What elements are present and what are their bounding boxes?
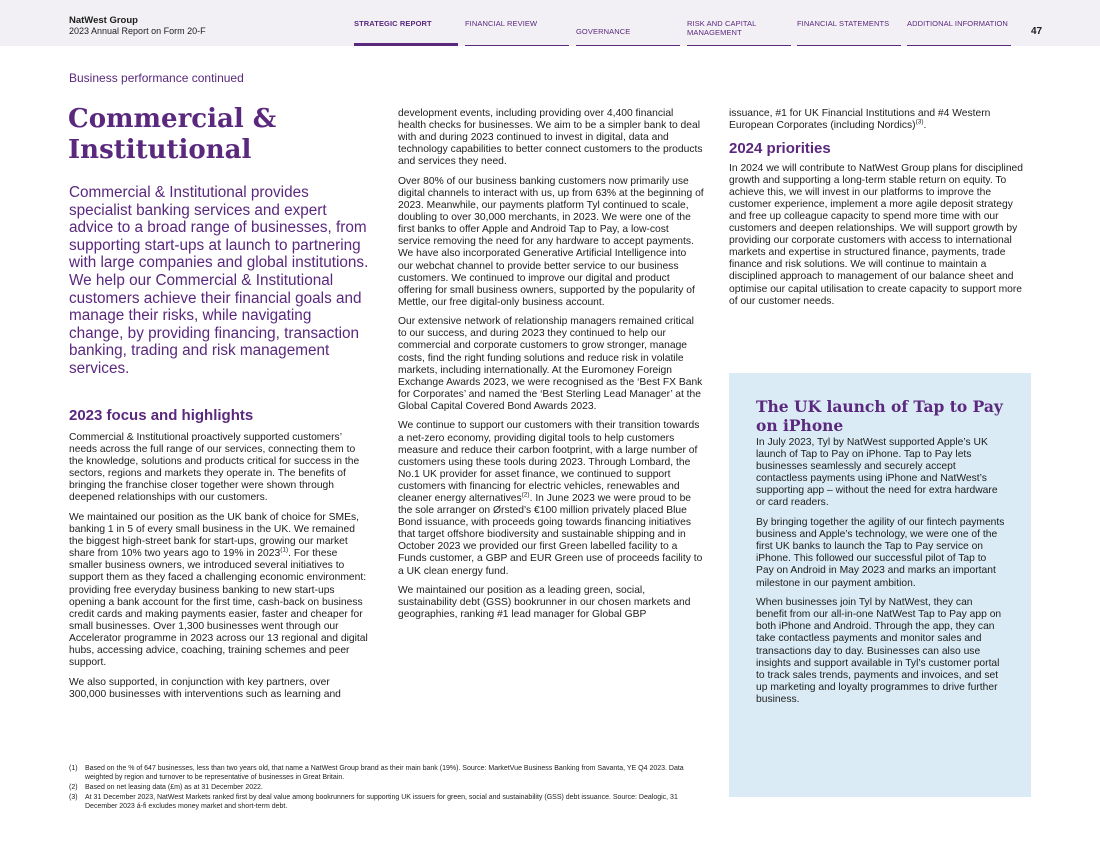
col2-paragraph-4 xyxy=(398,420,704,577)
paragraph-text: We maintained our position as the UK bank of choice for SMEs, banking 1 in 5 of every small business in the UK. We remained the biggest high-street bank for start-ups, growing our market share from 10% two years ago to 19% in 2023 xyxy=(69,511,359,560)
focus-paragraph-3: We also supported, in conjunction with key partners, over 300,000 businesses with interventions such as learning and xyxy=(69,676,341,700)
column-1 xyxy=(69,407,369,708)
paragraph-text: . xyxy=(923,120,927,132)
section-label: Business performance continued xyxy=(69,71,244,85)
footnote-1 xyxy=(69,764,709,782)
footnote-text: Based on net leasing data (£m) as at 31 December 2022. xyxy=(85,784,263,791)
nav-governance[interactable]: GOVERNANCE xyxy=(576,27,631,36)
paragraph-text: We continue to support our customers with their transition towards a net-zero economy, providing digital tools to help customers measure and reduce their carbon footprint, with a large number of customers using these tools during 2023. Through Lombard, the No.1 UK provider for asset finance, we continued to support customers with financing for electric vehicles, renewables and cleaner energy alternatives xyxy=(398,420,700,504)
col2-paragraph-2: Over 80% of our business banking customers now primarily use digital channels to interact with us, up from 63% at the beginning of 2023. Meanwhile, our payments platform Tyl continued to scale, doubling to over 30,000 merchants, in 2023. We were one of the first banks to offer Apple and Android Tap to Pay, a low-cost service removing the need for any hardware to accept payments. We have also incorporated Generative Artificial Intelligence into our webchat channel to provide better service to our business customers. We continued to improve our digital and product offering for small business owners, supported by the popularity of Mettle, our free digital-only business account. xyxy=(398,175,704,308)
footnote-3 xyxy=(69,793,709,811)
nav-divider xyxy=(465,45,569,46)
page-number: 47 xyxy=(1031,26,1043,37)
case-study-content xyxy=(756,397,1006,713)
brand-block xyxy=(69,15,206,37)
column-3 xyxy=(729,108,1029,315)
footnote-number: (3) xyxy=(69,794,78,801)
footnote-text: Based on the % of 647 businesses, less than two years old, that name a NatWest Group brand as their main bank (19%). Source: MarketVue Business Banking from Savanta, YE Q4 2023. Data weighted by region and turnover to be representative of businesses in Great Britain. xyxy=(85,765,684,781)
intro-paragraph: Commercial & Institutional provides specialist banking services and expert advice to a broad range of businesses, from supporting start-ups at launch to partnering with large companies and global institutions. We help our Commercial & Institutional customers achieve their financial goals and manage their risks, while navigating change, by providing financing, transaction banking, trading and risk management services. xyxy=(69,184,369,377)
active-nav-indicator xyxy=(354,43,458,46)
priorities-heading: 2024 priorities xyxy=(729,139,831,157)
nav-risk-capital-management[interactable]: RISK AND CAPITAL MANAGEMENT xyxy=(687,19,757,37)
nav-divider xyxy=(907,45,1011,46)
company-name: NatWest Group xyxy=(69,15,138,26)
case-study-paragraph-1: In July 2023, Tyl by NatWest supported Apple’s UK launch of Tap to Pay on iPhone. Tap to Pay lets businesses seamlessly and securely accept contactless payments using iPhone and NatWest’s supporting app – without the need for extra hardware or card readers. xyxy=(756,437,998,509)
footnote-text: At 31 December 2023, NatWest Markets ranked first by deal value among bookrunners for supporting UK issuers for green, social and sustainability (GSS) debt issuance. Source: Dealogic, 31 December 2023 á-fi excludes money market and short-term debt. xyxy=(85,794,678,810)
nav-divider xyxy=(797,45,901,46)
footnote-number: (1) xyxy=(69,765,78,772)
nav-strategic-report[interactable]: STRATEGIC REPORT xyxy=(354,19,432,28)
focus-heading: 2023 focus and highlights xyxy=(69,407,254,424)
footnotes xyxy=(69,764,709,812)
paragraph-text: issuance, #1 for UK Financial Institutions and #4 Western European Corporates (including Nordics) xyxy=(729,108,991,132)
focus-paragraph-1: Commercial & Institutional proactively supported customers’ needs across the full range of our services, connecting them to the knowledge, solutions and products critical for success in the sectors, regions and markets they operate in. The benefits of bringing the franchise closer together were shown through deepened relationships with our customers. xyxy=(69,432,360,504)
nav-financial-statements[interactable]: FINANCIAL STATEMENTS xyxy=(797,19,890,28)
column-2 xyxy=(398,108,704,629)
col3-paragraph-1 xyxy=(729,108,1029,132)
nav-divider xyxy=(576,45,680,46)
nav-financial-review[interactable]: FINANCIAL REVIEW xyxy=(465,19,538,28)
nav-divider xyxy=(687,45,791,46)
paragraph-text: . For these smaller business owners, we introduced several initiatives to support them as they faced a challenging economic environment: providing free everyday business banking to new start-ups opening a bank account for the first time, cash-back on business credit cards and making payments easier, faster and cheaper for small businesses. Over 1,300 businesses went through our Accelerator programme in 2023 across our 13 regional and digital hubs, accessing advice, coaching, training schemes and peer support. xyxy=(69,548,368,669)
report-title: 2023 Annual Report on Form 20-F xyxy=(69,26,206,36)
case-study-box xyxy=(729,373,1031,797)
paragraph-text: . In June 2023 we were proud to be the sole arranger on Ørsted’s €100 million privately placed Blue Bond issuance, with proceeds going towards financing initiatives that target offshore biodiversity and sustainable shipping and in October 2023 we provided our first Green labelled facility to a Funds customer, a GBP and EUR Green use of proceeds facility to a UK clean energy fund. xyxy=(398,492,703,577)
case-study-paragraph-3: When businesses join Tyl by NatWest, they can benefit from our all-in-one NatWest Tap to Pay app on both iPhone and Android. Through the app, they can take contactless payments and monitor sales and transactions day to day. Businesses can also use insights and support available in Tyl’s customer portal to track sales trends, payments and invoices, and set up marketing and loyalty programmes to drive further business. xyxy=(756,597,1002,705)
footnote-number: (2) xyxy=(69,784,78,791)
page-title: Commercial & Institutional xyxy=(68,104,277,165)
priorities-paragraph: In 2024 we will contribute to NatWest Group plans for disciplined growth and supporting a long-term stable return on equity. To achieve this, we will invest in our platforms to improve the customer experience, implement a more agile deposit strategy and free up colleague capacity to spend more time with our customers and deepen relationships. We will support growth by providing our corporate customers with access to international markets and expertise in structured finance, payments, trade finance and risk solutions. We will continue to maintain a disciplined approach to management of our balance sheet and optimise our capital utilisation to create capacity to support more of our customer needs. xyxy=(729,162,1023,307)
focus-paragraph-2 xyxy=(69,512,369,669)
case-study-title: The UK launch of Tap to Pay on iPhone xyxy=(756,397,1003,435)
page-header xyxy=(0,0,1100,46)
footnote-ref-3: (3) xyxy=(915,118,924,126)
footnote-ref-1: (1) xyxy=(280,546,289,554)
footnote-ref-2: (2) xyxy=(521,491,530,499)
nav-additional-information[interactable]: ADDITIONAL INFORMATION xyxy=(907,19,1008,28)
col2-paragraph-3: Our extensive network of relationship managers remained critical to our success, and during 2023 they continued to help our commercial and corporate customers to grow stronger, manage costs, find the right funding solutions and reduce risk in volatile markets, including internationally. At the Euromoney Foreign Exchange Awards 2023, we were recognised as the ‘Best FX Bank for Corporates’ and named the ‘Best Sterling Lead Manager’ at the Global Capital Covered Bond Awards 2023. xyxy=(398,316,703,412)
case-study-paragraph-2: By bringing together the agility of our fintech payments business and Apple’s technology, we were one of the first UK banks to launch the Tap to Pay service on iPhone. This followed our successful pilot of Tap to Pay on Android in May 2023 and marks an important milestone in our payment ambition. xyxy=(756,517,1005,589)
col2-paragraph-1: development events, including providing over 4,400 financial health checks for businesses. We aim to be a simpler bank to deal with and during 2023 continued to invest in digital, data and technology capabilities to better connect customers to the products and services they need. xyxy=(398,108,703,168)
col2-paragraph-5: We maintained our position as a leading green, social, sustainability debt (GSS) bookrunner in our chosen markets and geographies, ranking #1 lead manager for Global GBP xyxy=(398,585,691,621)
footnote-2 xyxy=(69,783,709,792)
